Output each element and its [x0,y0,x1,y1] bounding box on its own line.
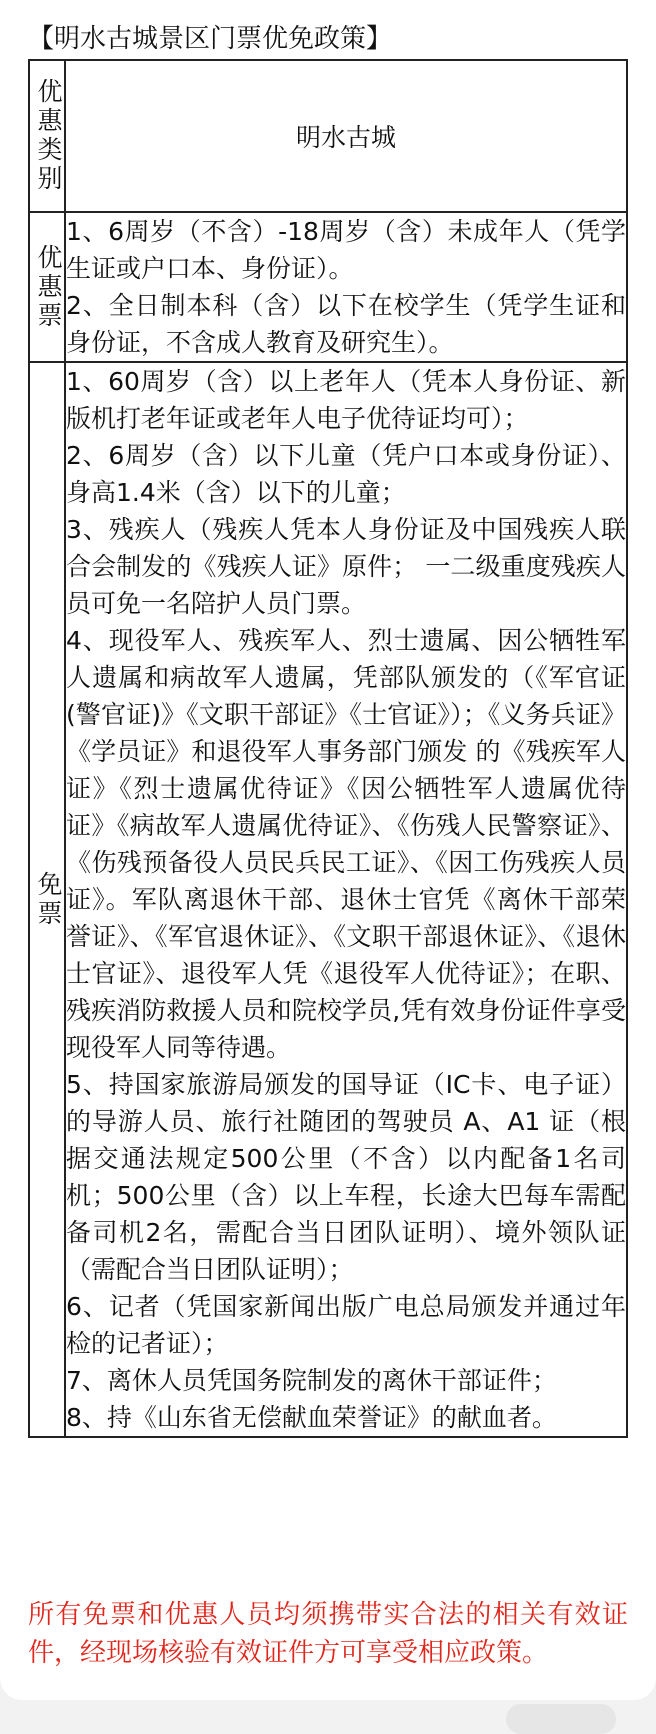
discount-category-cell [29,212,65,362]
free-item: 2、6周岁（含）以下儿童（凭户口本或身份证）、身高1.4米（含）以下的儿童； [66,441,626,507]
table-header-row [29,60,627,212]
free-item: 7、离休人员凭国务院制发的离休干部证件； [66,1366,557,1395]
category-header-label: 优惠类别 [34,78,63,194]
requirement-note: 所有免票和优惠人员均须携带实合法的相关有效证件，经现场核验有效证件方可享受相应政策。 [28,1600,628,1668]
page-title: 【明水古城景区门票优免政策】 [28,24,393,54]
discount-item: 1、6周岁（不含）-18周岁（含）未成年人（凭学生证或户口本、身份证）。 [66,217,626,283]
free-item: 4、现役军人、残疾军人、烈士遗属、因公牺牲军人遗属和病故军人遗属，凭部队颁发的（《军官证 (警官证)》《文职干部证》《士官证》）；《义务兵证》《学员证》和退役军人事务部门颁发 的《残疾军人证》《烈士遗属优待证》《因公牺牲军人遗属优待证》《病故军人遗属优待证》、《伤残人民警察证》、《伤残预备役人员民兵民工证》、《因工伤残疾人员证》。军队离退休干部、退休士官凭《离休干部荣誉证》、《军官退休证》、《文职干部退休证》、《退休士官证》、退役军人凭《退役军人优待证》；在职、残疾消防救援人员和院校学员,凭有效身份证件享受现役军人同等待遇。 [66,626,626,1062]
discount-item: 2、全日制本科（含）以下在校学生（凭学生证和身份证，不含成人教育及研究生）。 [66,291,626,357]
discount-row [29,212,627,362]
free-category-label: 免票 [34,870,63,929]
free-content [65,362,627,1437]
bottom-bar-fragment [506,1704,616,1734]
free-row [29,362,627,1437]
free-item: 3、残疾人（残疾人凭本人身份证及中国残疾人联合会制发的《残疾人证》原件； 一二级重度残疾人员可免一名陪护人员门票。 [66,515,626,618]
policy-table [28,59,628,1438]
category-header-cell [29,60,65,212]
discount-content [65,212,627,362]
free-item: 5、持国家旅游局颁发的国导证（IC卡、电子证）的导游人员、旅行社随团的驾驶员 A、A1 证（根据交通法规定500公里（不含）以内配备1名司机；500公里（含）以上车程，长途大巴每车需配备司机2名，需配合当日团队证明）、境外领队证（需配合当日团队证明）； [66,1070,626,1284]
free-item: 8、持《山东省无偿献血荣誉证》的献血者。 [66,1403,557,1432]
free-item: 6、记者（凭国家新闻出版广电总局颁发并通过年检的记者证）； [66,1292,626,1358]
free-item: 1、60周岁（含）以上老年人（凭本人身份证、新版机打老年证或老年人电子优待证均可）； [66,367,626,433]
free-category-cell [29,362,65,1437]
scenic-name-header: 明水古城 [65,60,627,212]
discount-category-label: 优惠票 [34,243,63,331]
